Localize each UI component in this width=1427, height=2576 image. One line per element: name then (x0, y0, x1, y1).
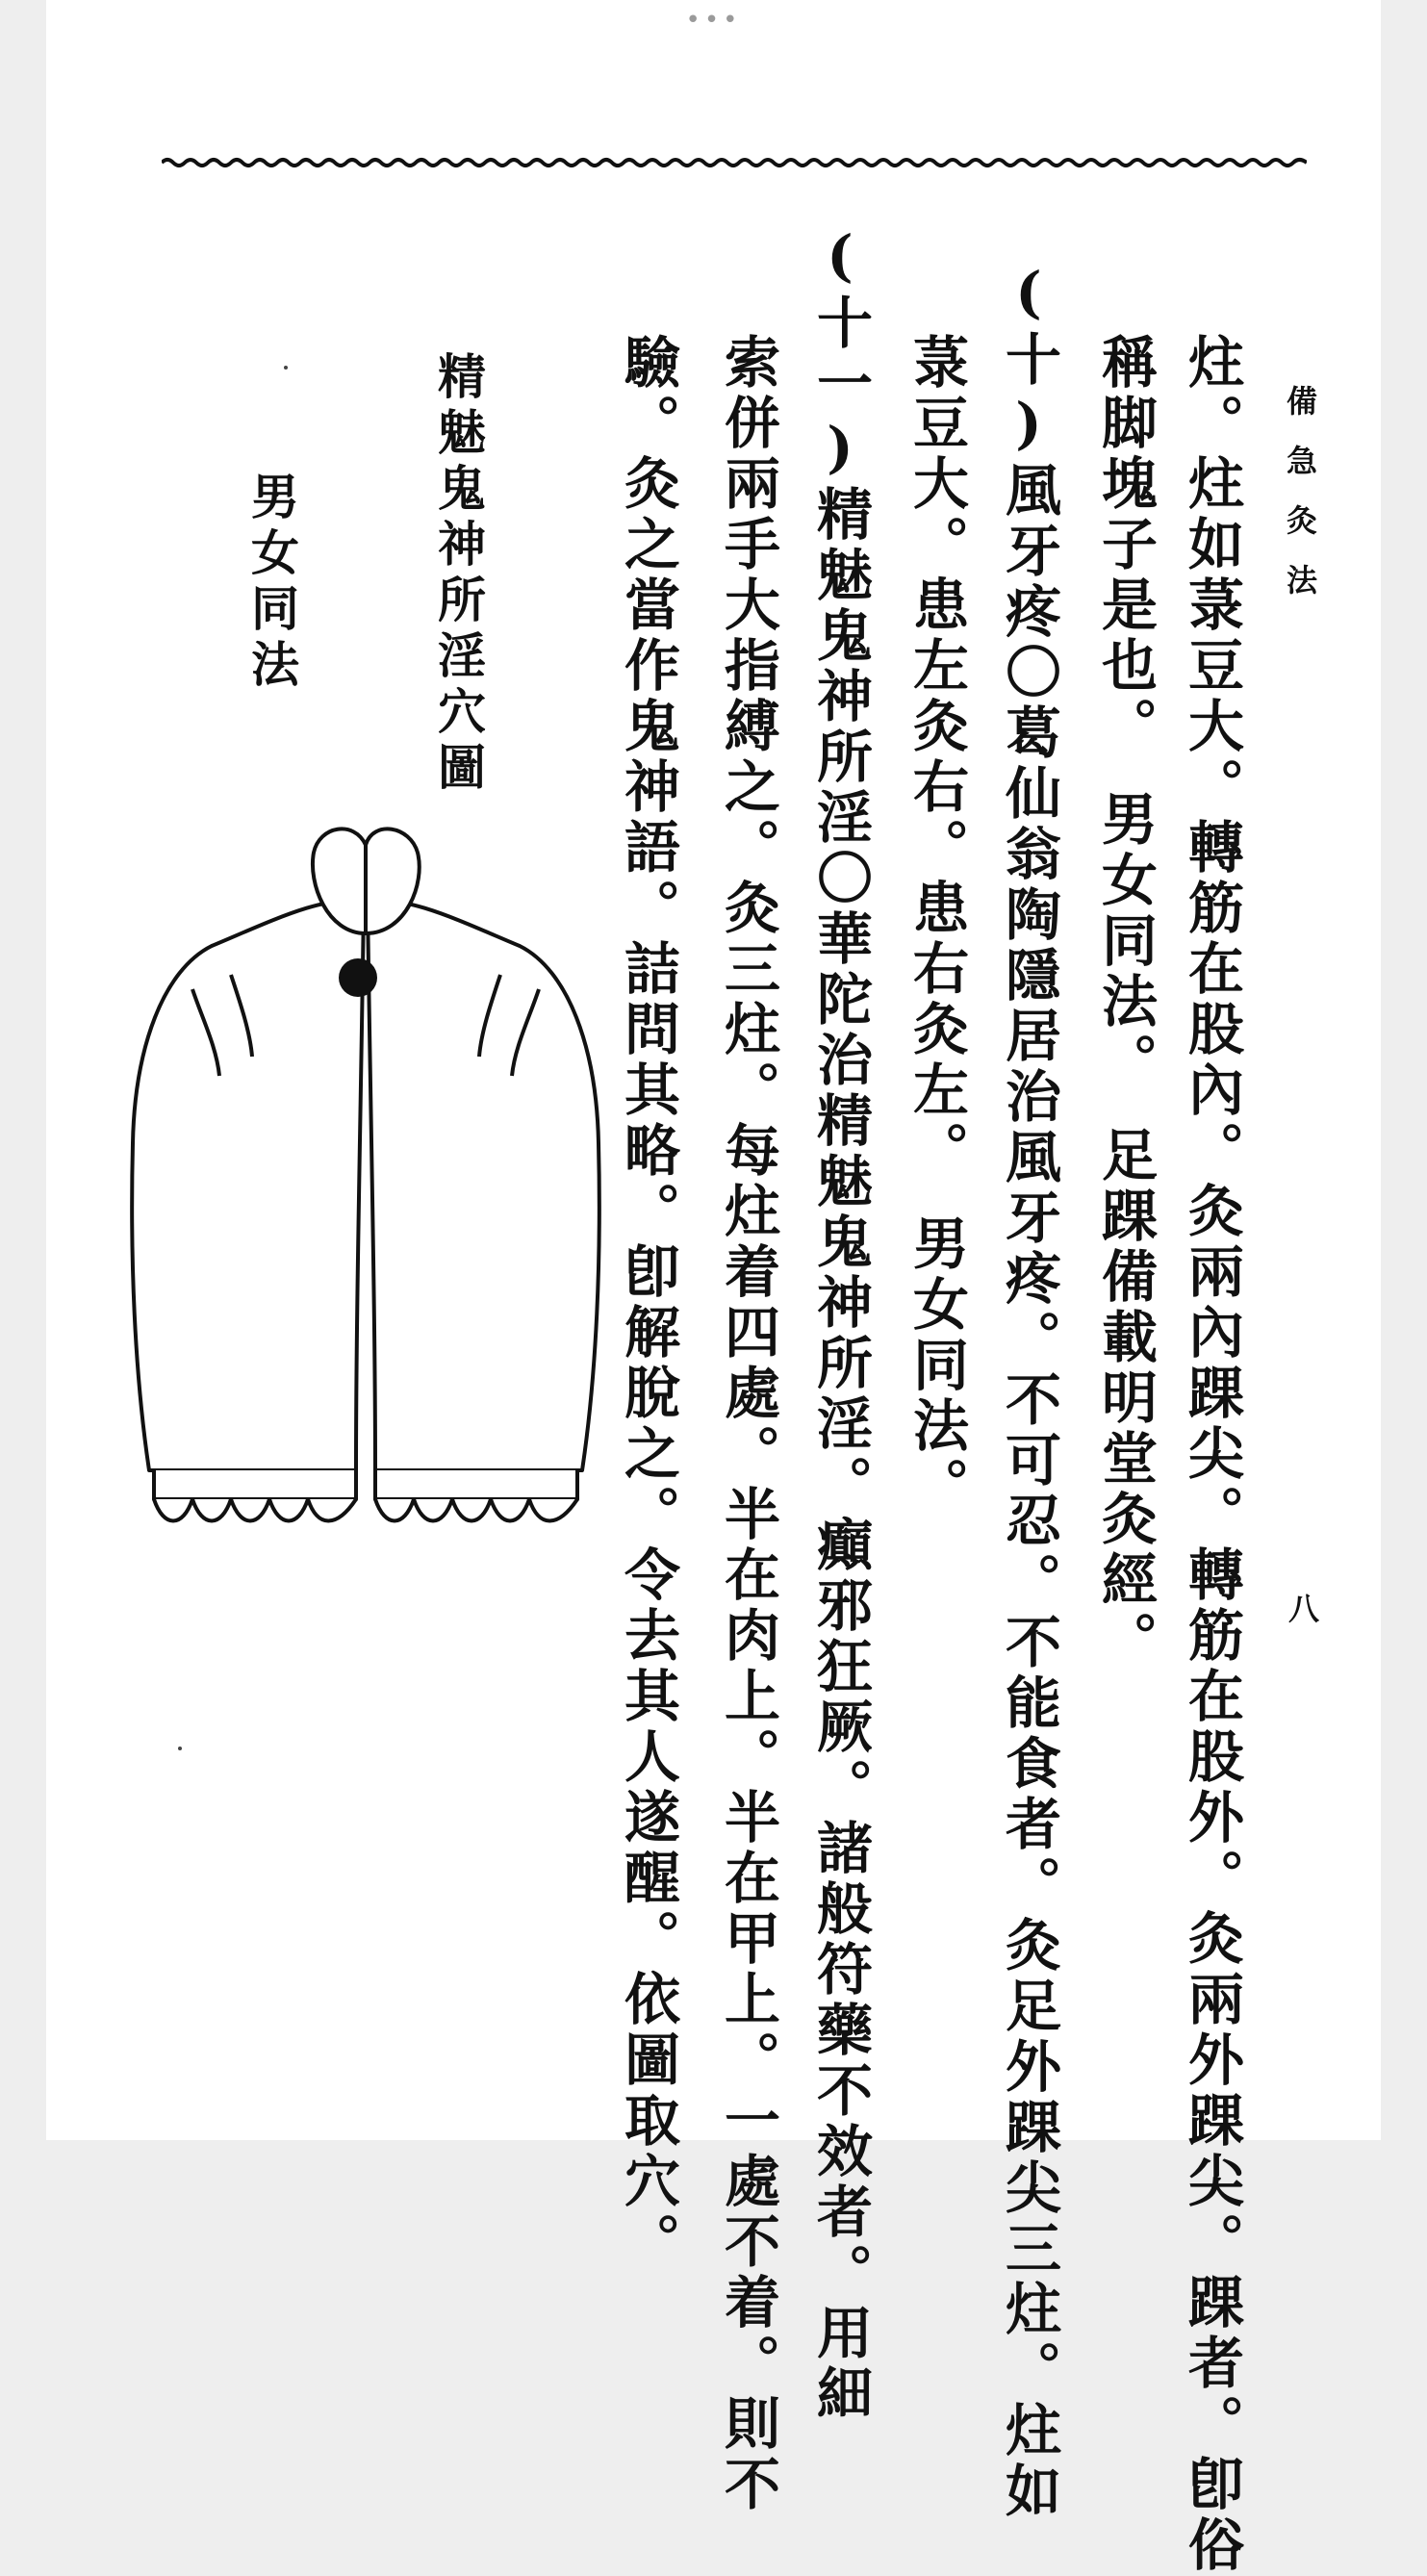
text-column-2: 稱脚塊子是也。 男女同法。 足踝備載明堂灸經。 (1092, 333, 1158, 1671)
more-options-icon[interactable]: ••• (685, 6, 742, 35)
figure-caption: 男女同法 (243, 472, 300, 695)
header-wavy-rule (162, 154, 1307, 171)
text-column-6: 索併兩手大指縛之。灸三炷。每炷着四處。半在肉上。半在甲上。一處不着。則不 (715, 333, 780, 2515)
text-column-3: (十)風牙疼〇葛仙翁陶隱居治風牙疼。不可忍。不能食者。灸足外踝尖三炷。炷如 (996, 260, 1061, 2522)
two-thumbs-bound-icon (125, 826, 606, 1567)
text-column-5: (十一)精魅鬼神所淫〇華陀治精魅鬼神所淫。癲邪狂厥。諸般符藥不效者。用細 (807, 223, 873, 2425)
figure-title: 精魅鬼神所淫穴圖 (430, 351, 487, 798)
page-number: 八 (1284, 1593, 1320, 1623)
text-column-1: 炷。炷如菉豆大。轉筋在股內。灸兩內踝尖。轉筋在股外。灸兩外踝尖。踝者。卽俗 (1179, 333, 1244, 2576)
text-column-7: 驗。灸之當作鬼神語。詰問其略。卽解脫之。令去其人遂醒。依圖取穴。 (615, 333, 680, 2273)
running-header-title: 備急灸法 (1282, 385, 1318, 624)
text-column-4: 菉豆大。患左灸右。患右灸左。 男女同法。 (904, 333, 969, 1518)
